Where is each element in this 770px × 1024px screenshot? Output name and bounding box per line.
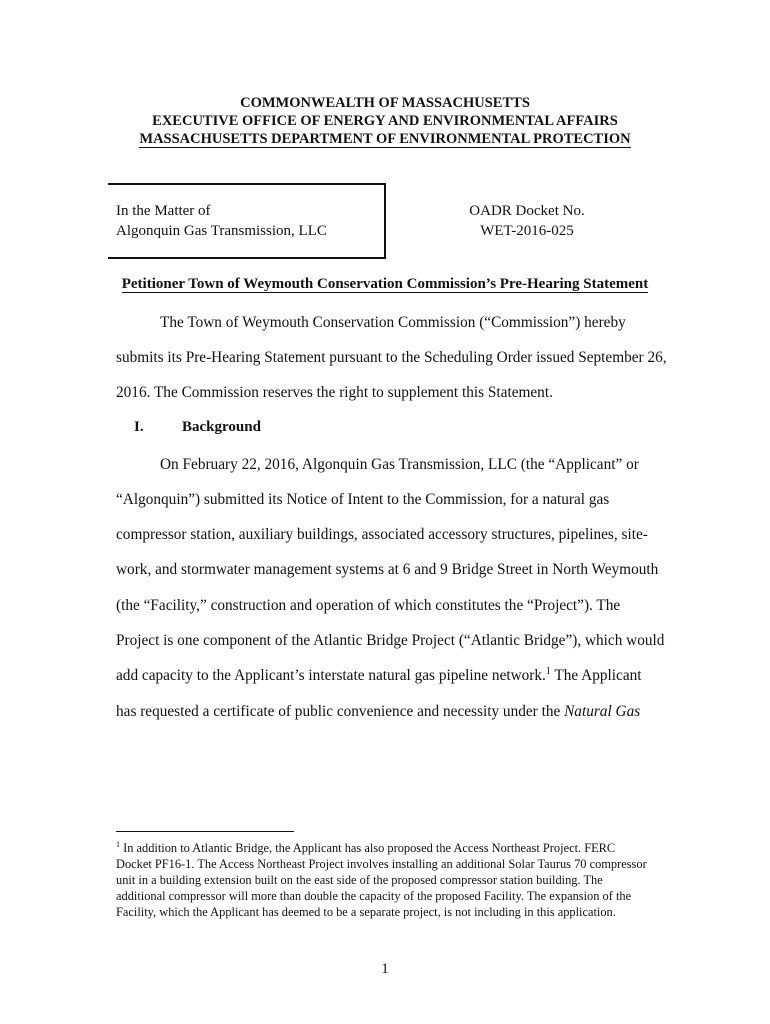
docket-number: WET-2016-025	[480, 223, 574, 239]
document-title-text: Petitioner Town of Weymouth Conservation Commission’s Pre-Hearing Statement	[121, 276, 649, 292]
body-line-5: (the “Facility,” construction and operation of which constitutes the “Project”). The	[116, 597, 621, 614]
footnote-line-3: unit in a building extension built on the east side of the proposed compressor station building. The	[116, 873, 603, 887]
agency-header	[0, 94, 770, 148]
footnote-separator	[116, 831, 294, 832]
body-line-4: work, and stormwater management systems at 6 and 9 Bridge Street in North Weymouth	[116, 561, 659, 578]
footnote-line-1-text: In addition to Atlantic Bridge, the Applicant has also proposed the Access Northeast Project. FERC	[120, 841, 616, 855]
body-line-8-text: has requested a certificate of public convenience and necessity under the	[116, 703, 565, 720]
matter-party: Algonquin Gas Transmission, LLC	[116, 223, 327, 239]
body-line-1: On February 22, 2016, Algonquin Gas Transmission, LLC (the “Applicant” or	[160, 456, 639, 473]
footnote-line-4: additional compressor will more than double the capacity of the proposed Facility. The expansion of the	[116, 889, 632, 903]
case-caption-docket	[440, 201, 614, 241]
section-number: I.	[134, 419, 144, 435]
footnote	[116, 840, 647, 920]
body-line-2: “Algonquin”) submitted its Notice of Intent to the Commission, for a natural gas	[116, 491, 610, 508]
footnote-line-2: Docket PF16-1. The Access Northeast Project involves installing an additional Solar Taurus 70 compressor	[116, 857, 647, 871]
intro-line-2: submits its Pre-Hearing Statement pursuant to the Scheduling Order issued September 26,	[116, 349, 667, 366]
section-heading	[134, 417, 261, 437]
footnote-reference[interactable]: 1	[545, 665, 551, 677]
case-caption-matter	[116, 201, 327, 241]
header-line-2: EXECUTIVE OFFICE OF ENERGY AND ENVIRONMENTAL AFFAIRS	[152, 113, 618, 129]
body-line-7	[116, 666, 642, 686]
body-line-6: Project is one component of the Atlantic Bridge Project (“Atlantic Bridge”), which would	[116, 632, 665, 649]
document-title	[0, 275, 770, 293]
body-line-3: compressor station, auxiliary buildings, associated accessory structures, pipelines, site-	[116, 526, 648, 543]
body-line-7-text: add capacity to the Applicant’s interstate natural gas pipeline network.	[116, 667, 546, 684]
intro-line-1: The Town of Weymouth Conservation Commission (“Commission”) hereby	[160, 314, 626, 331]
body-line-8	[116, 702, 640, 722]
footnote-line-1	[116, 840, 647, 856]
body-line-7-tail: The Applicant	[550, 667, 642, 684]
footnote-line-5: Facility, which the Applicant has deemed to be a separate project, is not including in this application.	[116, 905, 616, 919]
footnote-mark: 1	[116, 839, 120, 849]
header-line-3: MASSACHUSETTS DEPARTMENT OF ENVIRONMENTAL PROTECTION	[139, 131, 631, 147]
header-line-1: COMMONWEALTH OF MASSACHUSETTS	[240, 95, 530, 111]
page-number: 1	[381, 961, 389, 977]
intro-line-3: 2016. The Commission reserves the right to supplement this Statement.	[116, 384, 553, 401]
section-title: Background	[182, 419, 261, 435]
statute-name: Natural Gas	[564, 703, 641, 720]
matter-label: In the Matter of	[116, 203, 211, 219]
docket-label: OADR Docket No.	[469, 203, 585, 219]
